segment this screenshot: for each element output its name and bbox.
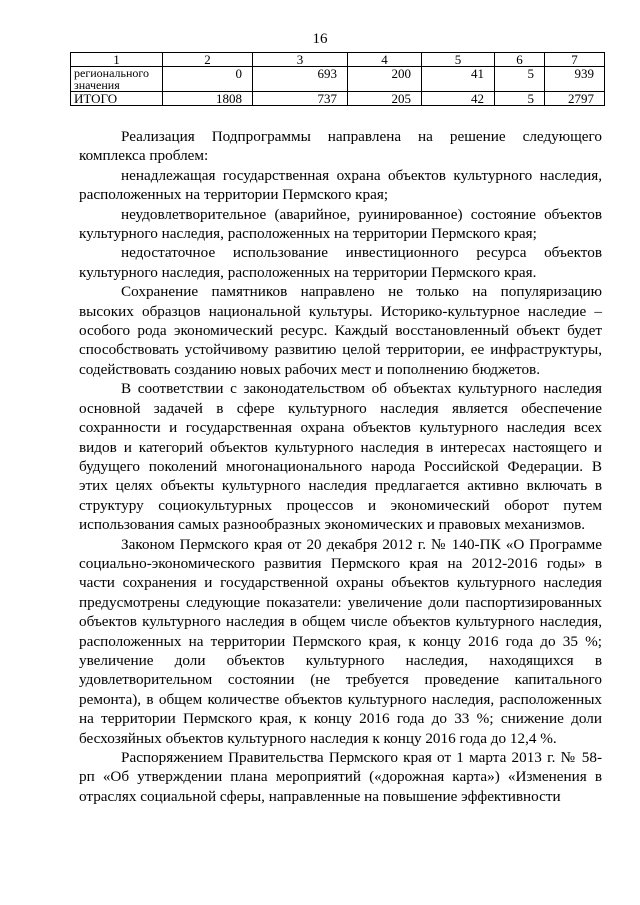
paragraph: ненадлежащая государственная охрана объектов культурного наследия, расположенных на территории Пермского края; xyxy=(79,166,602,204)
table-cell: 205 xyxy=(348,92,422,106)
table-cell: 939 xyxy=(545,67,605,92)
table-cell: 1808 xyxy=(163,92,253,106)
paragraph: В соответствии с законодательством об объектах культурного наследия основной задачей в сфере культурного наследия является обеспечение сохранности и государственная охрана объектов культурного наследия всех видов и категорий объектов культурного наследия в интересах настоящего и будущего поколений многонационального народа Российской Федерации. В этих целях объекты культурного наследия предлагается активно включать в структуру социокультурных процессов и экономический оборот путем использования самых разнообразных экономических и правовых механизмов. xyxy=(79,380,602,534)
table-header-row xyxy=(71,53,605,67)
table-cell: 5 xyxy=(495,92,545,106)
paragraph: неудовлетворительное (аварийное, руинированное) состояние объектов культурного наследия, расположенных на территории Пермского края; xyxy=(79,205,602,243)
table-cell: 693 xyxy=(253,67,348,92)
table-row xyxy=(71,67,605,92)
table-cell: 41 xyxy=(422,67,495,92)
paragraph: Реализация Подпрограммы направлена на решение следующего комплекса проблем: xyxy=(79,128,602,165)
page-number: 16 xyxy=(312,31,328,47)
table-header-cell: 3 xyxy=(253,53,348,67)
table-header-cell: 4 xyxy=(348,53,422,67)
body-text xyxy=(79,127,602,806)
table-cell: 5 xyxy=(495,67,545,92)
paragraph: недостаточное использование инвестиционного ресурса объектов культурного наследия, расположенных на территории Пермского края. xyxy=(79,244,602,281)
table-cell: 42 xyxy=(422,92,495,106)
table-row-label: ИТОГО xyxy=(71,92,163,106)
table-cell: 200 xyxy=(348,67,422,92)
paragraph: Распоряжением Правительства Пермского края от 1 марта 2013 г. № 58-рп «Об утверждении плана мероприятий («дорожная карта») «Изменения в отраслях социальной сферы, направленные на повышение эффективности xyxy=(79,749,602,805)
table-header-cell: 2 xyxy=(163,53,253,67)
table-cell: 0 xyxy=(163,67,253,92)
table-cell: 2797 xyxy=(545,92,605,106)
paragraph: Законом Пермского края от 20 декабря 2012 г. № 140-ПК «О Программе социально-экономического развития Пермского края на 2012-2016 годы» в части сохранения и государственной охраны объектов культурного наследия предусмотрены следующие показатели: увеличение доли паспортизированных объектов культурного наследия в общем числе объектов культурного наследия, расположенных на территории Пермского края, к концу 2016 года до 35 %; увеличение доли объектов культурного наследия, находящихся в удовлетворительном состоянии (не требуется проведение капитального ремонта), в общем количестве объектов культурного наследия, расположенных на территории Пермского края, к концу 2016 года до 33 %; снижение доли бесхозяйных объектов культурного наследия к концу 2016 года до 12,4 %. xyxy=(79,535,602,747)
table-header-cell: 6 xyxy=(495,53,545,67)
table-cell: 737 xyxy=(253,92,348,106)
data-table xyxy=(70,52,605,106)
table-header-cell: 7 xyxy=(545,53,605,67)
table-row-label: регионального значения xyxy=(71,67,163,92)
table-header-cell: 1 xyxy=(71,53,163,67)
table-header-cell: 5 xyxy=(422,53,495,67)
table-row xyxy=(71,92,605,106)
paragraph: Сохранение памятников направлено не только на популяризацию высоких образцов национальной культуры. Историко-культурное наследие – особого рода экономический ресурс. Каждый восстановленный объект будет способствовать устойчивому развитию целой территории, ее инфраструктуры, содействовать созданию новых рабочих мест и пополнению бюджетов. xyxy=(79,283,602,378)
